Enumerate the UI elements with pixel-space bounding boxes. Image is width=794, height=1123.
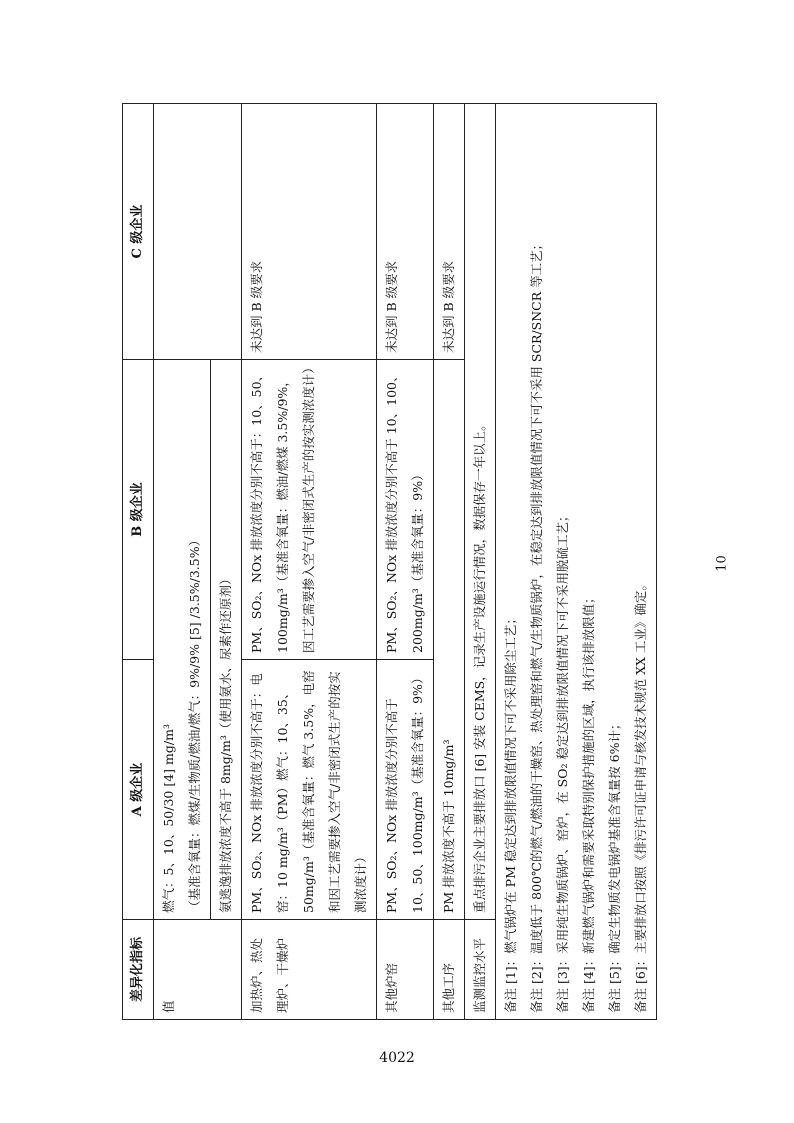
page-number: 10: [714, 555, 730, 572]
b-oxygen-text: （基准含氧量：燃煤/生物质/燃油/燃气：9%/9% [5] /3.5%/3.5%）: [187, 533, 202, 913]
monitor-cell: 重点排污企业主要排放口 [6] 安装 CEMS，记录生产设施运行情况，数据保存一年以上。: [465, 104, 496, 920]
table-header-row: [123, 104, 154, 1020]
table-row: [465, 104, 496, 1020]
row-label-furnace: 加热炉、热处理炉、干燥炉: [242, 920, 377, 1020]
a-furnace-cell: PM、SO₂、NOx 排放浓度分别不高于：电窑：10 mg/m³（PM）燃气：10、35、50mg/m³（基准含氧量：燃气 3.5%，电窑和因工艺需要掺入空气/非密闭式生产的按实测浓度计）: [242, 660, 377, 920]
b-fuel-gas: [154, 360, 211, 920]
row-label-value: 值: [154, 920, 242, 1020]
notes-row: [496, 104, 657, 1020]
rotated-table-page: [122, 104, 648, 1020]
header-a-level: A 级企业: [123, 660, 154, 920]
c-empty-cell: [154, 104, 242, 360]
note-3: 备注 [3]：采用纯生物质锅炉、窑炉，在 SO₂ 稳定达到排放限值情况下可不采用脱硫工艺；: [555, 509, 570, 1013]
row-label-kiln: 其他炉窑: [377, 920, 434, 1020]
row-label-process: 其他工序: [434, 920, 465, 1020]
table-row: [377, 104, 434, 1020]
header-c-level: C 级企业: [123, 104, 154, 360]
note-1: 备注 [1]：燃气锅炉在 PM 稳定达到排放限值情况下可不采用除尘工艺；: [503, 612, 518, 1013]
c-kiln-cell: 未达到 B 级要求: [377, 104, 434, 360]
table-row: [154, 104, 211, 1020]
b-fuel-text: 燃气：5、10、50/30 [4] mg/m³: [161, 724, 176, 913]
note-5: 备注 [5]：确定生物质发电锅炉基准含氧量按 6%计；: [607, 717, 622, 1013]
a-process-cell: PM 排放浓度不高于 10mg/m³: [434, 360, 465, 920]
b-kiln-cell: PM、SO₂、NOx 排放浓度分别不高于 10、100、200mg/m³（基准含氧量：9%）: [377, 360, 434, 660]
notes-cell: [496, 104, 657, 1020]
c-process-cell: 未达到 B 级要求: [434, 104, 465, 360]
note-6: 备注 [6]：主要排放口按照《排污许可证申请与核发技术规范 XX 工业》确定。: [633, 578, 648, 1013]
header-indicator: 差异化指标: [123, 920, 154, 1020]
row-label-monitor: 监测监控水平: [465, 920, 496, 1020]
table-row: [242, 104, 377, 1020]
note-4: 备注 [4]：新建燃气锅炉和需要采取特别保护措施的区域，执行该排放限值；: [581, 591, 596, 1013]
note-2: 备注 [2]：温度低于 800℃的燃气/燃油的干燥窑、热处理窑和燃气/生物质锅炉，在稳定达到排放限值情况下可不采用 SCR/SNCR 等工艺；: [529, 237, 544, 1013]
header-b-level: B 级企业: [123, 360, 154, 660]
c-furnace-cell: 未达到 B 级要求: [242, 104, 377, 360]
grading-table: [122, 103, 657, 1020]
a-ammonia-cell: 氨逃逸排放浓度不高于 8mg/m³（使用氨水、尿素作还原剂）: [211, 360, 242, 920]
b-furnace-cell: PM、SO₂、NOx 排放浓度分别不高于：10、50、100mg/m³（基准含氧量：燃油/燃煤 3.5%/9%，因工艺需要掺入空气/非密闭式生产的按实测浓度计）: [242, 360, 377, 660]
footer-number: 4022: [379, 1050, 415, 1066]
table-row: [434, 104, 465, 1020]
a-kiln-cell: PM、SO₂、NOx 排放浓度分别不高于 10、50、100mg/m³（基准含氧量：9%）: [377, 660, 434, 920]
